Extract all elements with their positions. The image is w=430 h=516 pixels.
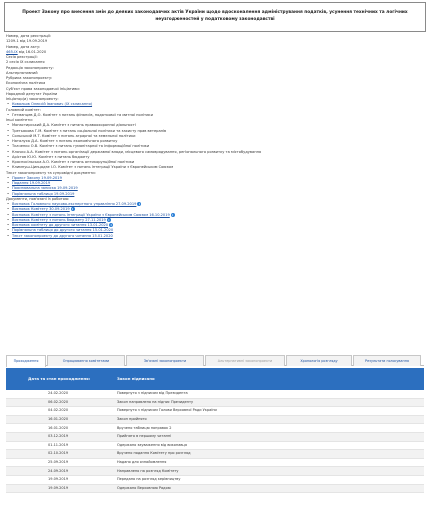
tab-related-bills[interactable]: Зв'язані законопроекти — [126, 355, 204, 366]
initiator-label: Ініціатор(и) законопроекту: — [6, 97, 59, 101]
table-row — [6, 416, 424, 425]
tab-bar — [6, 355, 424, 366]
row-date: 03.12.2019 — [48, 434, 69, 439]
committees-list — [6, 123, 424, 170]
docs-label: Документи, пов'язані із роботою: — [6, 196, 70, 201]
reg-label: Номер, дата реєстрації: — [6, 34, 52, 38]
doc-link[interactable]: Висновок Комітету 30.09.2019 — [12, 207, 70, 212]
list-item — [6, 102, 424, 107]
row-status: Повернуто з підписом від Президента — [117, 391, 188, 396]
row-date: 02.10.2019 — [48, 451, 69, 456]
rubric-label: Рубрика законопроекту: — [6, 76, 53, 80]
info-icon[interactable]: i — [110, 223, 112, 227]
act-label: Номер, дата акту: — [6, 44, 41, 49]
texts-label: Текст законопроекту та супровідні документи: — [6, 170, 96, 175]
row-date: 01.11.2019 — [48, 442, 69, 447]
text-item — [6, 192, 424, 197]
table-header — [6, 368, 424, 390]
row-status: Повернуто з підписом Голови Верховної Ради України — [117, 408, 217, 413]
doc-link[interactable]: Висновок Головного науково-експертного управління 27.09.2019 — [12, 202, 137, 206]
passage-table — [6, 368, 424, 493]
row-date: 24.02.2020 — [48, 391, 69, 396]
row-date: 25.09.2019 — [48, 460, 69, 464]
row-date: 24.09.2019 — [48, 468, 69, 473]
edition-label: Редакція законопроекту: — [6, 65, 54, 70]
committee-item: • Арістов Ю.Ю. Комітет з питань бюджету — [6, 155, 424, 160]
text-link[interactable]: Подання 19.09.2019 — [12, 181, 51, 185]
info-icon[interactable]: i — [72, 207, 74, 212]
rubric-value: Економічна політика — [6, 81, 46, 86]
row-date: 06.02.2020 — [48, 399, 69, 404]
doc-link[interactable]: Порівняльна таблиця до другого читання 15.01.2020 — [12, 228, 114, 233]
tab-voting-results[interactable]: Результати голосування — [353, 355, 421, 366]
info-icon[interactable]: i — [138, 202, 140, 206]
docs-list — [6, 202, 424, 239]
page — [0, 2, 430, 516]
table-row — [6, 442, 424, 451]
row-status: Вручено подання Комітету про розгляд — [117, 451, 191, 456]
table-row — [6, 390, 424, 399]
row-status: Направлено на розгляд Комітету — [117, 468, 179, 473]
committee-item: • Третьякова Г.М. Комітет з питань соціальної політики та захисту прав ветеранів — [6, 129, 424, 134]
page-title: Проект Закону про внесення змін до деяких законодавчих актів України щодо вдосконалення адміністрування податків, усунення технічних та логічних неузгодженостей у податковому законодавстві — [4, 2, 426, 32]
table-row — [6, 399, 424, 408]
row-status: Закон прийнято — [117, 417, 147, 422]
row-date: 04.02.2020 — [48, 408, 69, 413]
main-committee-list — [6, 113, 424, 118]
table-row — [6, 467, 424, 476]
committee-item: • Наталуха Д.А. Комітет з питань економічного розвитку — [6, 139, 424, 144]
table-row — [6, 485, 424, 494]
row-status: Одержано Верховною Радою — [117, 485, 171, 490]
committee-item: • Клочко А.А. Комітет з питань організації державної влади, місцевого самоврядування, регіонального розвитку та містобудування — [6, 150, 424, 155]
table-row — [6, 407, 424, 416]
subject-value: Народний депутат України — [6, 91, 58, 96]
row-status: Передано на розгляд керівництву — [117, 477, 181, 482]
reg-value: 1209-1 від 19.09.2019 — [6, 39, 48, 44]
table-body — [6, 390, 424, 493]
session-value: 2 сесія IX скликання — [6, 60, 45, 65]
texts-list — [6, 176, 424, 197]
row-status: Прийнято в першому читанні — [117, 434, 172, 439]
text-link[interactable]: Порівняльна таблиця 19.09.2019 — [12, 191, 75, 196]
main-committee-label: Головний комітет: — [6, 107, 41, 112]
committee-item: • Сольський М.Т. Комітет з питань аграрної та земельної політики — [6, 134, 424, 139]
row-date: 19.09.2019 — [48, 477, 69, 482]
doc-item — [6, 234, 424, 239]
table-row — [6, 450, 424, 459]
row-date: 19.09.2019 — [48, 485, 69, 490]
initiator-link[interactable]: Ковальов Олексій Іванович (IX скликання) — [12, 102, 93, 107]
table-row — [6, 459, 424, 468]
row-date: 16.01.2020 — [48, 417, 69, 422]
info-icon[interactable]: i — [108, 217, 110, 222]
tab-passage[interactable]: Проходження — [6, 355, 46, 367]
edition-value: Альтернативний — [6, 70, 38, 75]
text-link[interactable]: Пояснювальна записка 19.09.2019 — [12, 186, 78, 191]
subject-label: Суб'єкт права законодавчої ініціативи: — [6, 86, 80, 91]
row-status: Одержано зауваження від виконавця — [117, 442, 187, 447]
main-committee: • Гетманцев Д.О. Комітет з питань фінансів, податкової та митної політики — [6, 113, 424, 118]
tab-committees[interactable]: Опрацювання комітетами — [47, 355, 125, 366]
act-link[interactable]: 465-IX — [6, 49, 18, 54]
row-status: Надано для ознайомлення — [117, 460, 167, 464]
act-date: від 16.01.2020 — [17, 49, 47, 54]
row-status: Вручено таблицю поправок 2 — [117, 425, 172, 430]
table-row — [6, 476, 424, 485]
initiator-list — [6, 102, 424, 107]
header-status: Закон підписано — [117, 376, 155, 382]
tab-alternative-bills: Альтернативні законопроекти — [205, 355, 285, 366]
tab-chronology[interactable]: Хронологія розгляду — [286, 355, 352, 366]
other-committees-label: Інші комітети: — [6, 118, 33, 122]
doc-link[interactable]: Висновок Комітету з питань інтеграції України з Європейським Союзом 16.10.2019 — [12, 212, 170, 217]
header-date-status: Дата та стан проходження: — [28, 376, 91, 382]
row-status: Закон направлено на підпис Президенту — [117, 399, 194, 404]
row-date: 16.01.2020 — [48, 425, 69, 430]
committee-item: • Красносільська А.О. Комітет з питань антикорупційної політики — [6, 160, 424, 165]
table-row — [6, 424, 424, 433]
info-icon[interactable]: i — [172, 212, 174, 217]
session-label: Сесія реєстрації: — [6, 55, 38, 59]
doc-link[interactable]: Текст законопроекту до другого читання 15.01.2020 — [12, 233, 113, 238]
doc-link[interactable]: Висновок комітету до другого читання 13.01.2020 — [12, 223, 109, 227]
committee-item: • Климпуш-Цинцадзе І.О. Комітет з питань інтеграції України з Європейським Союзом — [6, 165, 424, 170]
bill-details — [0, 32, 430, 239]
table-row — [6, 433, 424, 442]
committee-item: • Монастирський Д.А. Комітет з питань правоохоронної діяльності — [6, 123, 424, 128]
doc-link[interactable]: Висновок Комітету з питань бюджету 27.11.2019 — [12, 217, 106, 222]
committee-item: • Ткаченко О.В. Комітет з питань гуманітарної та інформаційної політики — [6, 144, 424, 149]
text-link[interactable]: Проект Закону 19.09.2019 — [12, 175, 62, 180]
